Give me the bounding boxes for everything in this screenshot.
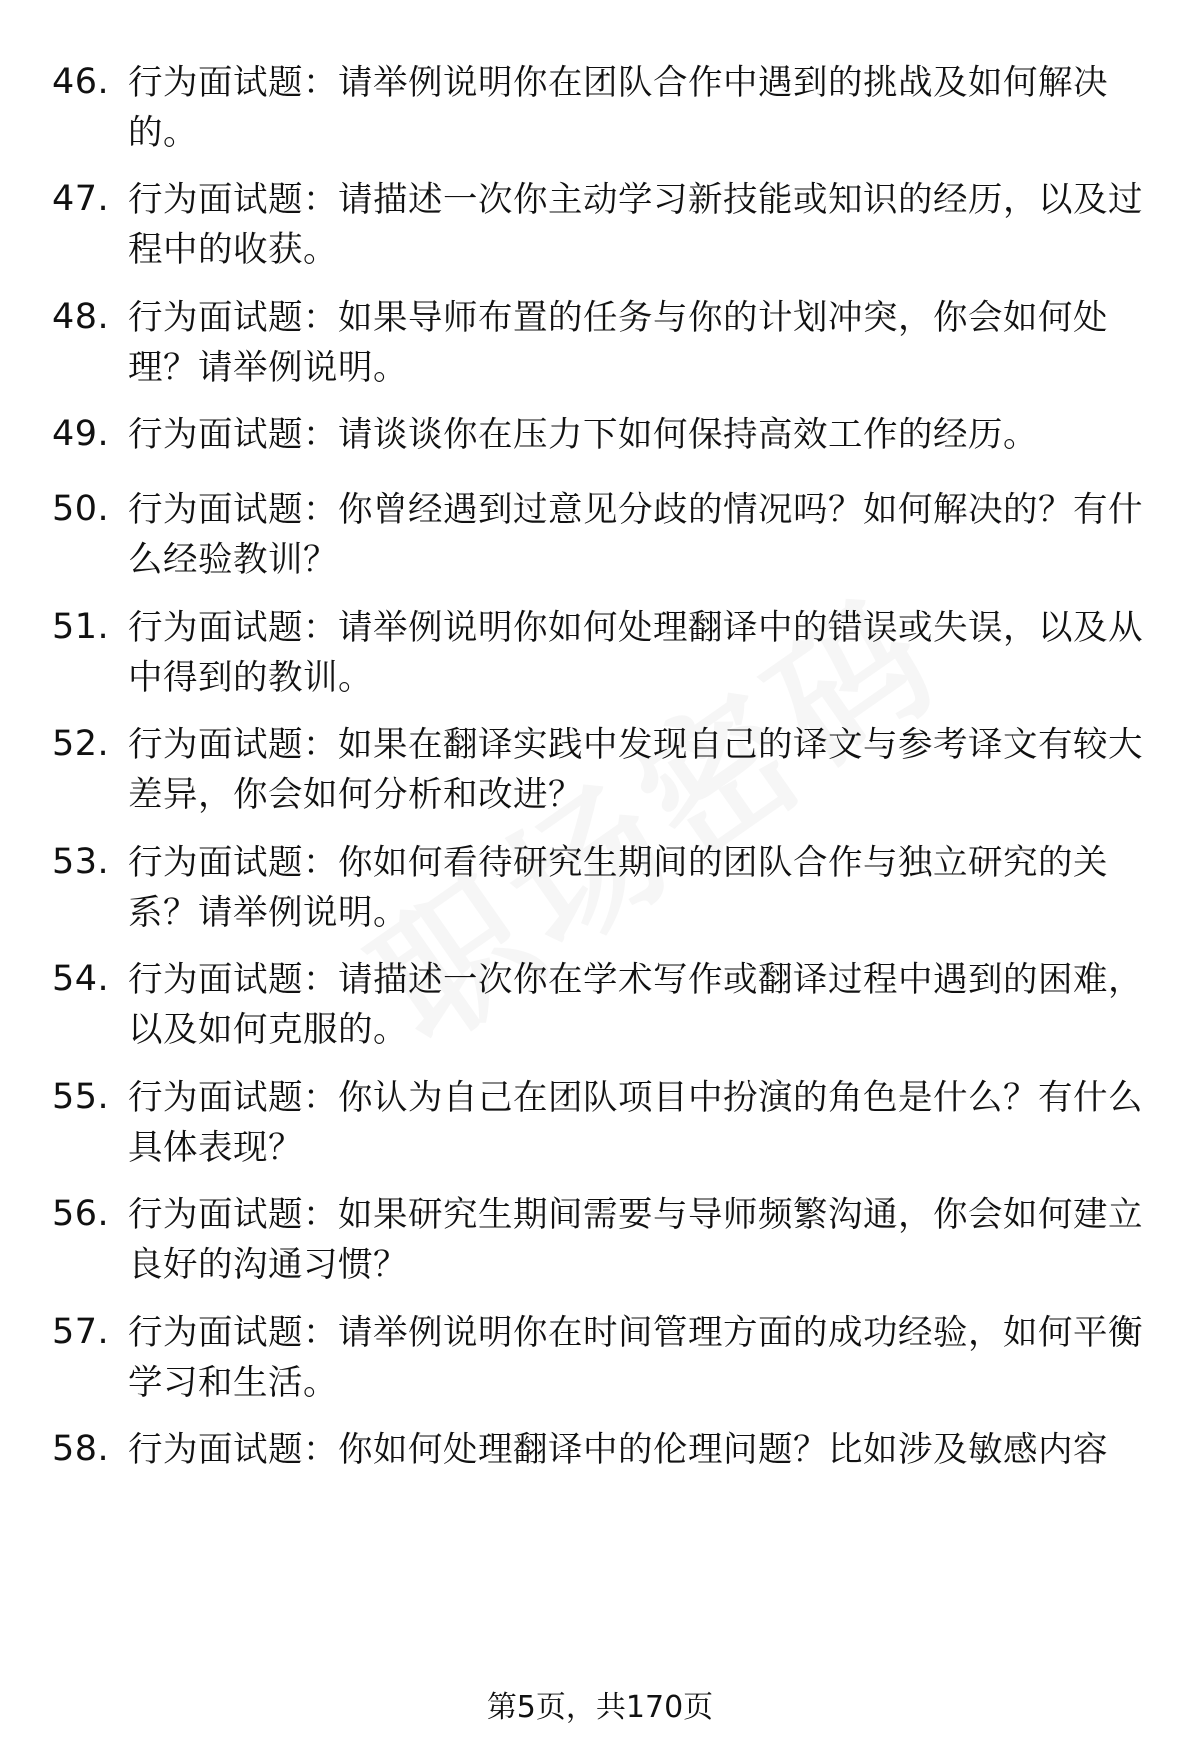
item-number: 47. [52, 179, 110, 219]
item-number: 51. [52, 607, 110, 647]
page-footer: 第5页，共170页 [486, 1690, 714, 1725]
item-text: 行为面试题：你如何看待研究生期间的团队合作与独立研究的关系？请举例说明。 [128, 843, 1108, 933]
item-text: 行为面试题：如果研究生期间需要与导师频繁沟通，你会如何建立良好的沟通习惯？ [128, 1195, 1143, 1285]
item-number: 52. [52, 724, 110, 764]
item-text: 行为面试题：请举例说明你在时间管理方面的成功经验，如何平衡学习和生活。 [128, 1313, 1143, 1403]
item-text: 行为面试题：你认为自己在团队项目中扮演的角色是什么？有什么具体表现？ [128, 1078, 1143, 1168]
item-text: 行为面试题：请谈谈你在压力下如何保持高效工作的经历。 [128, 415, 1038, 455]
item-number: 58. [52, 1429, 110, 1469]
item-number: 49. [52, 414, 110, 454]
item-number: 56. [52, 1194, 110, 1234]
item-text: 行为面试题：你曾经遇到过意见分歧的情况吗？如何解决的？有什么经验教训？ [128, 490, 1143, 580]
item-text: 行为面试题：请描述一次你主动学习新技能或知识的经历，以及过程中的收获。 [128, 180, 1143, 270]
item-text: 行为面试题：你如何处理翻译中的伦理问题？比如涉及敏感内容 [128, 1430, 1108, 1470]
item-text: 行为面试题：请描述一次你在学术写作或翻译过程中遇到的困难，以及如何克服的。 [128, 960, 1143, 1050]
item-number: 57. [52, 1312, 110, 1352]
item-text: 行为面试题：请举例说明你如何处理翻译中的错误或失误，以及从中得到的教训。 [128, 608, 1143, 698]
item-number: 55. [52, 1077, 110, 1117]
item-number: 50. [52, 489, 110, 529]
item-text: 行为面试题：如果导师布置的任务与你的计划冲突，你会如何处理？请举例说明。 [128, 298, 1108, 388]
item-number: 54. [52, 959, 110, 999]
item-number: 53. [52, 842, 110, 882]
item-text: 行为面试题：如果在翻译实践中发现自己的译文与参考译文有较大差异，你会如何分析和改进？ [128, 725, 1143, 815]
item-number: 48. [52, 297, 110, 337]
item-text: 行为面试题：请举例说明你在团队合作中遇到的挑战及如何解决的。 [128, 63, 1108, 153]
item-number: 46. [52, 62, 110, 102]
